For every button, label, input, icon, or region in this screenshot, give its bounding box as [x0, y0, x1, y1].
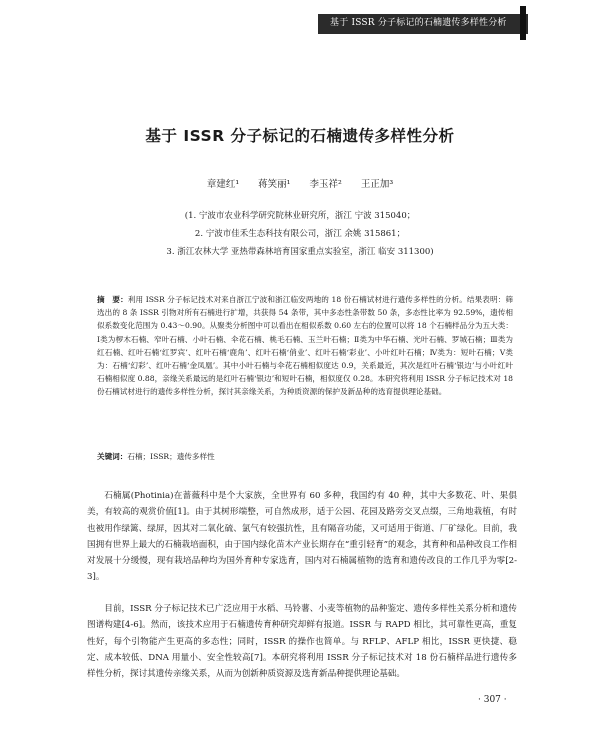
affiliation-1: (1. 宁波市农业科学研究院林业研究所，浙江 宁波 315040；: [184, 211, 416, 221]
author: 章建红¹: [206, 179, 240, 190]
abstract: [97, 293, 513, 399]
body-paragraph: 目前，ISSR 分子标记技术已广泛应用于水稻、马铃薯、小麦等植物的品种鉴定、遗传多样性关系分析和遗传图谱构建[4-6]。然而，该技术应用于石楠遗传育种研究却鲜有报道。ISSR 与 RAPD 相比，其可靠性更高，重复性好，每个引物能产生更高的多态性；同时，ISSR 的操作也简单。与 RFLP、AFLP 相比，ISSR 更快捷、稳定、成本较低、DNA 用量小、安全性较高[7]。本研究将利用 ISSR 分子标记技术对 18 份石楠样品进行遗传多样性分析，探讨其遗传亲缘关系，从而为创新种质资源及选育新品种提供理论基础。: [87, 604, 517, 680]
author: 李玉祥²: [309, 179, 342, 190]
affiliation-3: 3. 浙江农林大学 亚热带森林培育国家重点实验室，浙江 临安 311300): [166, 247, 434, 257]
page-number: · 307 ·: [478, 695, 507, 705]
keywords: [97, 451, 513, 462]
abstract-text: 利用 ISSR 分子标记技术对来自浙江宁波和浙江临安两地的 18 份石楠试材进行遗传多样性的分析。结果表明：筛选出的 8 条 ISSR 引物对所有石楠进行扩增，共获得 54 条带，其中多态性条带数 50 条，多态性比率为 92.59%，遗传相似系数变化范围为 0.43～0.90。从聚类分析图中可以看出在相似系数 0.60 左右的位置可以将 18 个石楠样品分为五大类：Ⅰ类为椤木石楠、窄叶石楠、小叶石楠、伞花石楠、桃毛石楠、玉兰叶石楠；Ⅱ类为中华石楠、光叶石楠、罗城石楠；Ⅲ类为红石楠、红叶石楠‘红罗宾’、红叶石楠‘鹿角’、红叶石楠‘俏业’、红叶石楠‘彩业’、小叶红叶石楠；Ⅳ类为：短叶石楠；Ⅴ类为：石楠‘幻彩’、红叶石楠‘金凤凰’。其中小叶石楠与伞花石楠相似度达 0.9，关系最近，其次是红叶石楠‘银边’与小叶红叶石楠相似度 0.88，亲缘关系最远的是红叶石楠‘银边’和短叶石楠，相似度仅 0.28。本研究将利用 ISSR 分子标记技术对 18 份石楠试材进行的遗传多样性分析，探讨其亲缘关系，为种质资源的保护及新品种的选育提供理论基础。: [97, 295, 513, 397]
keywords-text: 石楠；ISSR；遗传多样性: [127, 452, 215, 461]
abstract-label: 摘 要：: [97, 295, 128, 304]
header-edge-tab: [520, 6, 526, 40]
body-paragraph: 石楠属(Photinia)在蔷薇科中是个大家族，全世界有 60 多种，我国约有 40 种，其中大多数花、叶、果俱美，有较高的观赏价值[1]。由于其树形端整，可自然成形，适于公园、花园及路旁交叉点缀，三角地栽植，有时也被用作绿篱、绿屏，因其对二氧化硫、氯气有较强抗性，且有隔音功能，又可适用于街道、厂矿绿化。目前，我国拥有世界上最大的石楠栽培面积，由于国内绿化苗木产业长期存在“重引轻育”的观念，其育种和品种改良工作相对发展十分缓慢，现有栽培品种均为国外育种专家选育，国内对石楠属植物的选育和遗传改良的工作几乎为零[2-3]。: [87, 491, 517, 583]
affiliation-2: 2. 宁波市佳禾生态科技有限公司，浙江 余姚 315861；: [194, 229, 406, 239]
author-list: [0, 176, 600, 190]
keywords-label: 关键词：: [97, 452, 128, 461]
author: 王正加³: [360, 179, 394, 190]
author: 蒋笑丽¹: [258, 179, 291, 190]
paper-title: 基于 ISSR 分子标记的石楠遗传多样性分析: [145, 127, 455, 145]
running-header: 基于 ISSR 分子标记的石楠遗传多样性分析: [330, 18, 507, 28]
